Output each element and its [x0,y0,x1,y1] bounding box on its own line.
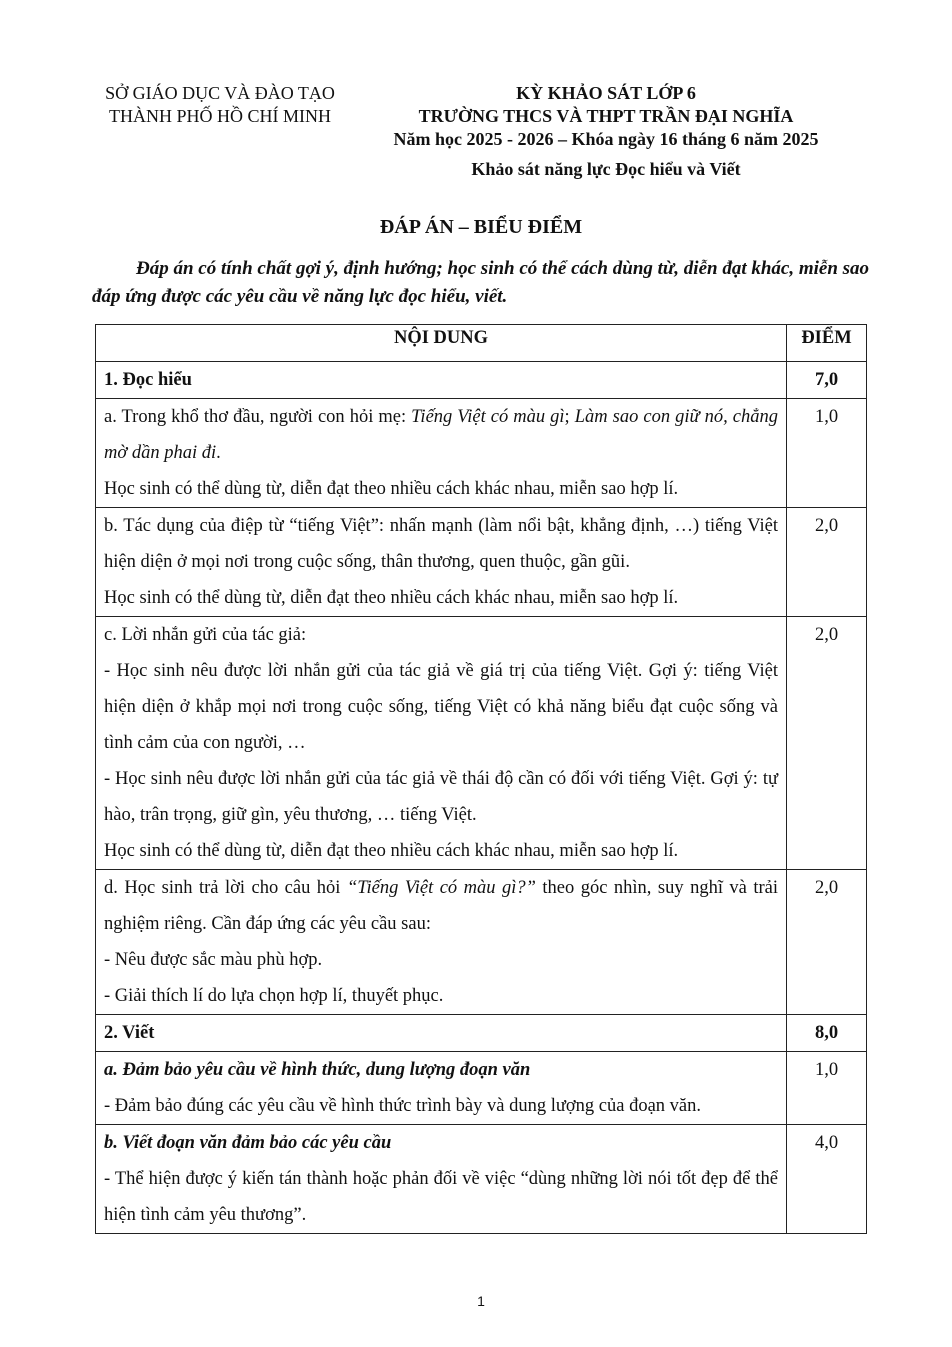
school-name: TRƯỜNG THCS VÀ THPT TRẦN ĐẠI NGHĨA [418,106,794,126]
section-reading-row [96,362,867,399]
grading-note [92,255,882,311]
table-row [96,1125,867,1234]
question-a-separator: ; [564,407,575,427]
question-c-point2: - Học sinh nêu được lời nhắn gửi của tác giả về thái độ cần có đối với tiếng Việt. Gợi ý: tự hào, trân trọng, giữ gìn, yêu thương, … tiếng Việt. [104,769,778,825]
page-title: ĐÁP ÁN – BIỂU ĐIỂM [379,216,583,238]
writing-b-score: 4,0 [787,1125,867,1234]
question-c-score: 2,0 [787,617,867,870]
table-header-row [96,325,867,362]
writing-a-title: a. Đảm bảo yêu cầu về hình thức, dung lượng đoạn văn [104,1060,531,1080]
writing-b-title: b. Viết đoạn văn đảm bảo các yêu cầu [104,1133,392,1153]
question-d-quote: “Tiếng Việt có màu gì?” [346,878,536,898]
section-writing-title: 2. Viết [96,1015,787,1052]
exam-date: Năm học 2025 - 2026 – Khóa ngày 16 tháng 6 năm 2025 [393,129,819,149]
question-c-note: Học sinh có thể dùng từ, diễn đạt theo nhiều cách khác nhau, miễn sao hợp lí. [104,841,679,861]
question-d-rest: theo góc nhìn, suy nghĩ và trải nghiệm riêng. Cần đáp ứng các yêu cầu sau: [104,878,779,934]
question-a-lead: a. Trong khổ thơ đầu, người con hỏi mẹ: [104,407,412,427]
table-row [96,617,867,870]
section-writing-row [96,1015,867,1052]
question-d-lead: d. Học sinh trả lời cho câu hỏi [104,878,347,898]
question-d-content [96,870,787,1015]
section-writing-score: 8,0 [787,1015,867,1052]
department-header [80,82,360,128]
table-row [96,399,867,508]
writing-b-content [96,1125,787,1234]
writing-a-score: 1,0 [787,1052,867,1125]
grading-note-text: Đáp án có tính chất gợi ý, định hướng; học sinh có thể cách dùng từ, diễn đạt khác, miễn sao đáp ứng được các yêu cầu về năng lực đọc hiểu, viết. [92,258,870,307]
question-c-content [96,617,787,870]
exam-subject: Khảo sát năng lực Đọc hiểu và Viết [471,159,741,179]
writing-a-content [96,1052,787,1125]
question-b-score: 2,0 [787,508,867,617]
table-row [96,1052,867,1125]
question-a-note: Học sinh có thể dùng từ, diễn đạt theo nhiều cách khác nhau, miễn sao hợp lí. [104,479,679,499]
table-row [96,870,867,1015]
answer-table [95,324,867,1234]
question-a-score: 1,0 [787,399,867,508]
table-row [96,508,867,617]
question-b-content [96,508,787,617]
question-d-point2: - Giải thích lí do lựa chọn hợp lí, thuyết phục. [104,986,444,1006]
content-column-header: NỘI DUNG [96,325,787,362]
question-a-quote1: Tiếng Việt có màu gì [411,407,565,427]
question-c-lead: c. Lời nhắn gửi của tác giả: [104,625,307,645]
question-b-note: Học sinh có thể dùng từ, diễn đạt theo nhiều cách khác nhau, miễn sao hợp lí. [104,588,679,608]
writing-a-text: - Đảm bảo đúng các yêu cầu về hình thức trình bày và dung lượng của đoạn văn. [104,1096,701,1116]
question-b-text: b. Tác dụng của điệp từ “tiếng Việt”: nhấn mạnh (làm nổi bật, khẳng định, …) tiếng Việt hiện diện ở mọi nơi trong cuộc sống, thân thương, quen thuộc, gần gũi. [104,516,778,572]
section-reading-score: 7,0 [787,362,867,399]
score-column-header: ĐIỂM [787,325,867,362]
question-a-content [96,399,787,508]
page-number: 1 [477,1293,485,1309]
question-a-end: . [216,443,221,463]
section-reading-title: 1. Đọc hiểu [96,362,787,399]
exam-name: KỲ KHẢO SÁT LỚP 6 [516,83,696,103]
question-a-quote2: Làm sao con giữ nó, chẳng mờ dần phai đi [104,407,778,463]
department-name: SỞ GIÁO DỤC VÀ ĐÀO TẠO [105,83,335,103]
question-c-point1: - Học sinh nêu được lời nhắn gửi của tác giả về giá trị của tiếng Việt. Gợi ý: tiếng Việt hiện diện ở khắp mọi nơi trong cuộc sống, tiếng Việt có khả năng biểu đạt cuộc sống và tình cảm của con người, … [104,661,778,753]
question-d-score: 2,0 [787,870,867,1015]
question-d-point1: - Nêu được sắc màu phù hợp. [104,950,323,970]
writing-b-text: - Thể hiện được ý kiến tán thành hoặc phản đối về việc “dùng những lời nói tốt đẹp để thể hiện tình cảm yêu thương”. [104,1169,778,1225]
exam-header [356,82,856,181]
city-name: THÀNH PHỐ HỒ CHÍ MINH [109,106,331,126]
